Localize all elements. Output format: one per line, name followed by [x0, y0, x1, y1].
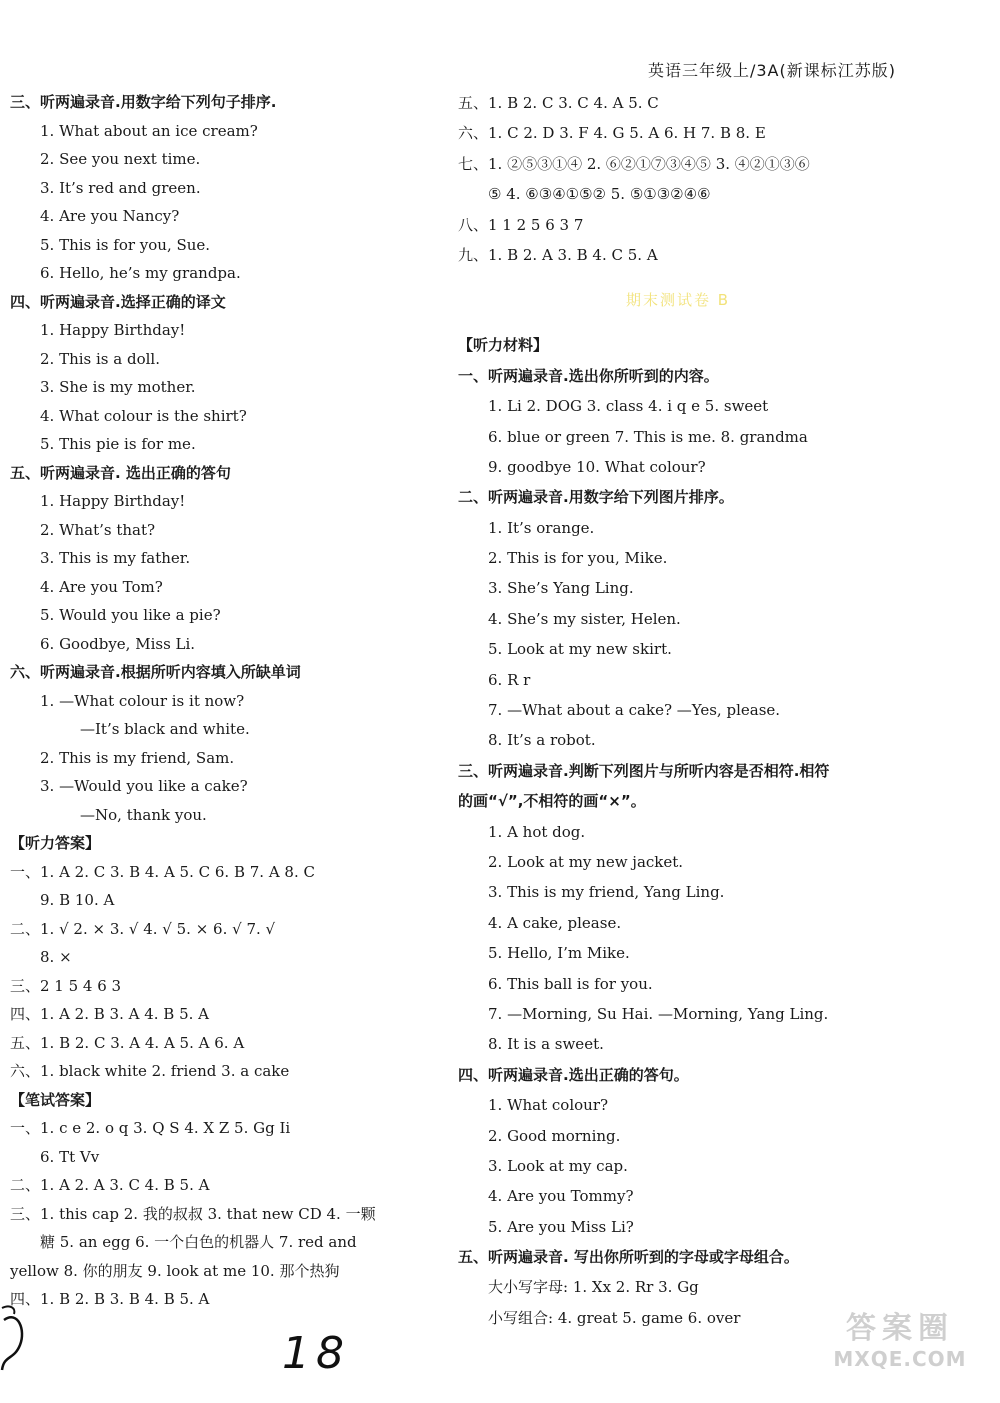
left-column-line: 3. She is my mother. [40, 378, 196, 396]
left-column-heading: 五、听两遍录音. 选出正确的答句 [10, 463, 231, 482]
test-title: 期末测试卷 B [625, 291, 731, 310]
left-column-line: —It’s black and white. [80, 720, 250, 738]
left-column-line: 4. Are you Tom? [40, 577, 163, 596]
left-column-heading: 【听力答案】 [10, 834, 101, 852]
left-column-line: 三、2 1 5 4 6 3 [10, 976, 122, 995]
right-bottom-line: 3. This is my friend, Yang Ling. [488, 883, 725, 902]
right-bottom-line: 1. It’s orange. [488, 518, 595, 537]
left-column-line: 2. This is a doll. [40, 349, 160, 368]
left-column-line: 糖 5. an egg 6. 一个白色的机器人 7. red and [40, 1233, 357, 1251]
left-column-line: 3. This is my father. [40, 549, 191, 567]
left-column-line: 2. What’s that? [40, 520, 156, 539]
right-bottom-line: 9. goodbye 10. What colour? [488, 457, 706, 476]
left-column [10, 88, 440, 1314]
left-column-line: 1. —What colour is it now? [40, 691, 245, 710]
right-bottom-line: 5. Are you Miss Li? [488, 1217, 634, 1236]
right-bottom-line: 1. What colour? [488, 1096, 609, 1115]
right-top-line: 七、1. ②⑤③①④ 2. ⑥②①⑦③④⑤ 3. ④②①③⑥ [458, 154, 810, 173]
right-bottom-heading: 五、听两遍录音. 写出你所听到的字母或字母组合。 [458, 1248, 799, 1267]
right-bottom-line: 8. It’s a robot. [488, 731, 596, 750]
right-bottom-line: 2. Look at my new jacket. [488, 852, 684, 871]
right-top-line: 五、1. B 2. C 3. C 4. A 5. C [458, 94, 659, 112]
right-bottom-line: 4. Are you Tommy? [488, 1187, 634, 1206]
page-corner-apple-icon [0, 1300, 28, 1380]
right-bottom-line: 5. Hello, I’m Mike. [488, 944, 630, 963]
left-column-line: 3. —Would you like a cake? [40, 777, 248, 795]
right-bottom-line: 8. It is a sweet. [488, 1035, 604, 1054]
left-column-line: 9. B 10. A [40, 891, 115, 909]
left-column-line: 1. What about an ice cream? [40, 121, 258, 140]
left-column-line: 4. What colour is the shirt? [40, 406, 247, 425]
right-bottom-heading: 二、听两遍录音.用数字给下列图片排序。 [458, 488, 734, 507]
left-column-line: —No, thank you. [80, 805, 207, 824]
watermark-url: MXQE.COM [833, 1347, 967, 1371]
left-column-line: 6. Hello, he’s my grandpa. [40, 264, 241, 282]
right-bottom-line: 4. A cake, please. [488, 913, 622, 932]
left-column-line: 五、1. B 2. C 3. A 4. A 5. A 6. A [10, 1033, 245, 1052]
right-top-line: ⑤ 4. ⑥③④①⑤② 5. ⑤①③②④⑥ [488, 185, 711, 204]
left-column-line: 5. This is for you, Sue. [40, 235, 211, 254]
right-bottom-line: 1. A hot dog. [488, 822, 586, 841]
left-column-line: 4. Are you Nancy? [40, 207, 180, 225]
left-column-line: 一、1. c e 2. o q 3. Q S 4. X Z 5. Gg Ii [10, 1119, 291, 1137]
right-bottom-line: 小写组合: 4. great 5. game 6. over [488, 1308, 741, 1327]
left-column-line: 2. See you next time. [40, 150, 201, 168]
left-column-line: 三、1. this cap 2. 我的叔叔 3. that new CD 4. 一颗 [10, 1204, 376, 1223]
left-column-heading: 四、听两遍录音.选择正确的译文 [10, 292, 226, 311]
right-top-line: 八、1 1 2 5 6 3 7 [458, 215, 584, 234]
left-column-line: 3. It’s red and green. [40, 178, 201, 197]
right-bottom-line: 3. She’s Yang Ling. [488, 579, 634, 598]
test-title-row [458, 270, 898, 330]
right-listening-material [458, 330, 898, 1333]
left-column-heading: 【笔试答案】 [10, 1090, 101, 1109]
left-column-line: 1. Happy Birthday! [40, 492, 186, 510]
left-column-line: yellow 8. 你的朋友 9. look at me 10. 那个热狗 [10, 1261, 340, 1280]
page-header: 英语三年级上/3A(新课标江苏版) [647, 61, 896, 80]
right-bottom-heading: 一、听两遍录音.选出你所听到的内容。 [458, 366, 719, 385]
right-bottom-heading: 四、听两遍录音.选出正确的答句。 [458, 1065, 689, 1084]
right-bottom-line: 7. —What about a cake? —Yes, please. [488, 701, 781, 720]
right-bottom-line: 大小写字母: 1. Xx 2. Rr 3. Gg [488, 1278, 699, 1297]
right-bottom-line: 6. This ball is for you. [488, 974, 653, 993]
right-bottom-line: 2. This is for you, Mike. [488, 549, 668, 568]
right-bottom-line: 3. Look at my cap. [488, 1156, 628, 1175]
right-top-answers [458, 88, 898, 270]
site-watermark [810, 1303, 990, 1393]
right-bottom-line: 6. blue or green 7. This is me. 8. grandma [488, 427, 808, 446]
right-bottom-line: 5. Look at my new skirt. [488, 640, 672, 659]
left-column-line: 六、1. black white 2. friend 3. a cake [10, 1062, 290, 1080]
left-column-line: 5. Would you like a pie? [40, 606, 221, 624]
left-column-line: 5. This pie is for me. [40, 435, 196, 453]
right-bottom-heading: 三、听两遍录音.判断下列图片与所听内容是否相符.相符 [458, 761, 830, 780]
right-top-line: 九、1. B 2. A 3. B 4. C 5. A [458, 245, 658, 264]
left-column-line: 8. × [40, 948, 72, 966]
watermark-logo-text: 答案圈 [846, 1311, 954, 1346]
left-column-line: 二、1. A 2. A 3. C 4. B 5. A [10, 1176, 210, 1194]
left-column-heading: 三、听两遍录音.用数字给下列句子排序. [10, 93, 277, 111]
right-top-line: 六、1. C 2. D 3. F 4. G 5. A 6. H 7. B 8. E [458, 124, 766, 143]
right-bottom-line: 7. —Morning, Su Hai. —Morning, Yang Ling. [488, 1004, 829, 1023]
right-bottom-line: 6. R r [488, 670, 531, 689]
left-column-line: 二、1. √ 2. × 3. √ 4. √ 5. × 6. √ 7. √ [10, 919, 276, 938]
right-bottom-line: 2. Good morning. [488, 1126, 621, 1145]
right-column [458, 88, 898, 1333]
right-bottom-heading: 的画“√”,不相符的画“×”。 [458, 792, 646, 811]
handwritten-page-number: 18 [282, 1328, 350, 1379]
left-column-line: 6. Goodbye, Miss Li. [40, 634, 196, 653]
left-column-line: 2. This is my friend, Sam. [40, 748, 235, 767]
left-column-line: 1. Happy Birthday! [40, 321, 186, 339]
right-bottom-line: 1. Li 2. DOG 3. class 4. i q e 5. sweet [488, 397, 769, 416]
left-column-line: 6. Tt Vv [40, 1147, 100, 1166]
right-bottom-heading: 【听力材料】 [458, 336, 549, 355]
left-column-line: 四、1. A 2. B 3. A 4. B 5. A [10, 1005, 210, 1023]
left-column-line: 四、1. B 2. B 3. B 4. B 5. A [10, 1290, 210, 1308]
left-column-line: 一、1. A 2. C 3. B 4. A 5. C 6. B 7. A 8. C [10, 862, 315, 881]
right-bottom-line: 4. She’s my sister, Helen. [488, 609, 681, 628]
left-column-heading: 六、听两遍录音.根据所听内容填入所缺单词 [10, 663, 301, 681]
